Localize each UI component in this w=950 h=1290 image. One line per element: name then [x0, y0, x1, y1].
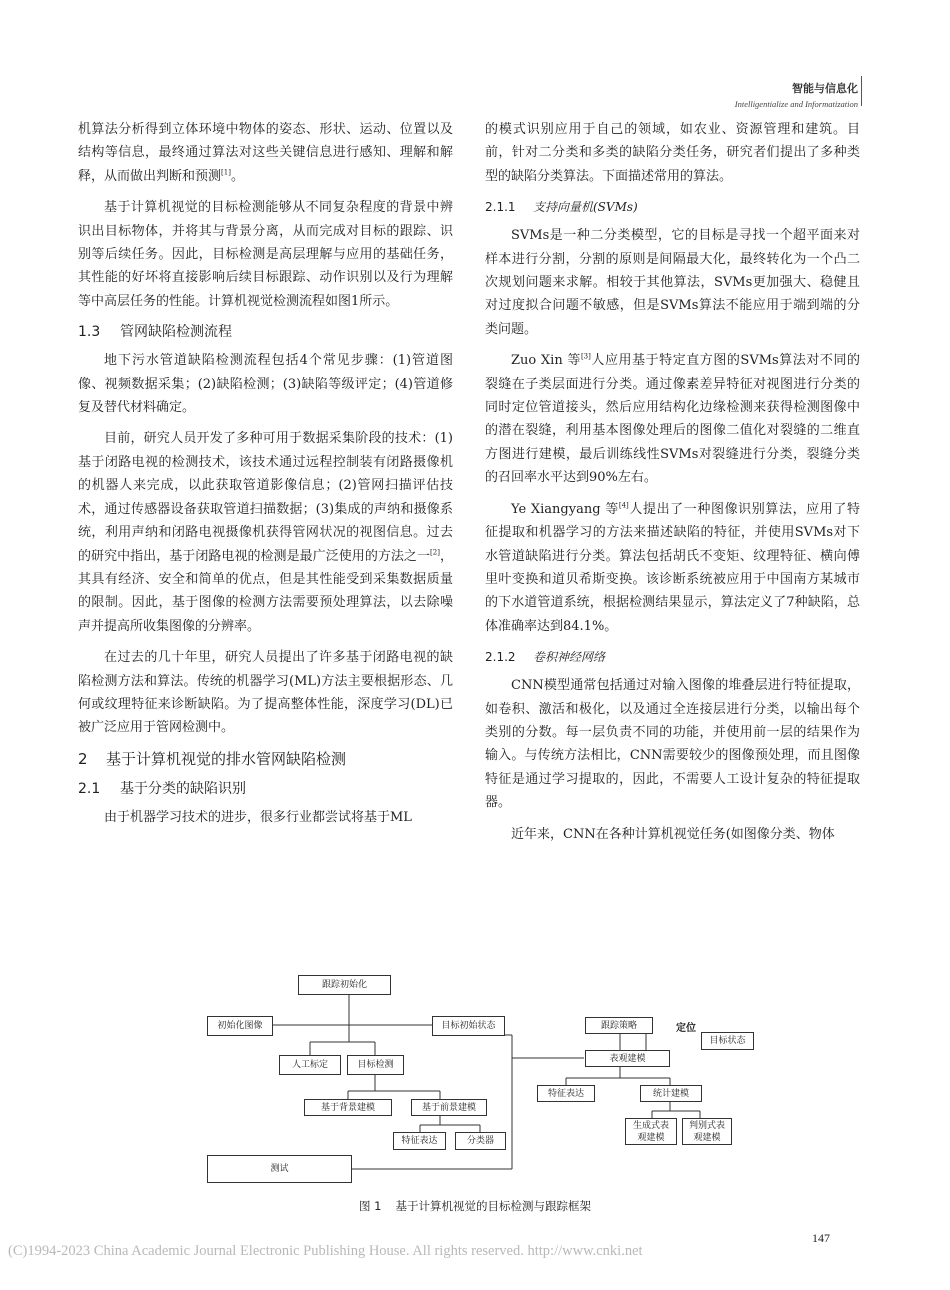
section-heading-2	[78, 748, 453, 770]
citation[interactable]: [4]	[618, 501, 629, 510]
box-classifier: 分类器	[455, 1132, 506, 1150]
citation[interactable]: [3]	[580, 352, 591, 361]
box-init-track: 跟踪初始化	[298, 975, 391, 995]
box-target-state: 目标状态	[701, 1032, 754, 1050]
caption-text: 基于计算机视觉的目标检测与跟踪框架	[395, 1199, 591, 1213]
section-title: 管网缺陷检测流程	[120, 324, 232, 341]
box-generative-model: 生成式表观建模	[625, 1118, 677, 1145]
section-title: 基于计算机视觉的排水管网缺陷检测	[106, 749, 347, 768]
section-title: 卷积神经网络	[533, 650, 606, 665]
paragraph: CNN模型通常包括通过对输入图像的堆叠层进行特征提取，如卷积、激活和极化，以及通过全连接层进行分类，以输出每个类别的分数。每一层负责不同的功能，并使用前一层的结果作为输入。与传统方法相比，CNN需要较少的图像预处理，而且图像特征是通过学习提取的，因此，不需要人工设计复杂的特征提取器。	[485, 678, 860, 811]
paragraph: 基于计算机视觉的目标检测能够从不同复杂程度的背景中辨识出目标物体，并将其与背景分离，从而完成对目标的跟踪、识别等后续任务。因此，目标检测是高层理解与应用的基础任务，其性能的好坏将直接影响后续目标跟踪、动作识别以及行为理解等中高层任务的性能。计算机视觉检测流程如图1所示。	[78, 200, 453, 309]
section-heading-2-1-2	[485, 646, 860, 668]
text: 机算法分析得到立体环境中物体的姿态、形状、运动、位置以及结构等信息，最终通过算法对这些关键信息进行感知、理解和解释，从而做出判断和预测	[78, 122, 453, 184]
section-heading-2-1-1	[485, 196, 860, 218]
paragraph	[78, 427, 453, 638]
paragraph: 近年来，CNN在各种计算机视觉任务(如图像分类、物体	[511, 826, 835, 842]
figure-1-diagram	[200, 975, 760, 1185]
text: 人提出了一种图像识别算法，应用了特征提取和机器学习的方法来描述缺陷的特征，并使用SVMs对下水管道缺陷进行分类。算法包括胡氏不变矩、纹理特征、横向傅里叶变换和道贝希斯变换。该诊断系统被应用于中国南方某城市的下水道管道系统，根据检测结果显示，算法定义了7种缺陷，总体准确率达到84.1%。	[485, 501, 860, 634]
page-number: 147	[812, 1231, 830, 1245]
box-feature-expr-right: 特征表达	[537, 1085, 595, 1102]
box-manual-label: 人工标定	[279, 1055, 341, 1075]
section-number: 1.3	[78, 324, 101, 341]
box-feature-expr-left: 特征表达	[393, 1132, 446, 1150]
label-locate: 定位	[676, 1023, 696, 1034]
text: 。	[230, 168, 244, 184]
box-fg-model: 基于前景建模	[411, 1099, 487, 1116]
caption-number: 图 1	[359, 1199, 382, 1213]
paragraph	[485, 498, 860, 638]
text: ，其具有经济、安全和简单的优点，但是其性能受到采集数据质量的限制。因此，基于图像的检测方法需要预处理算法，以去除噪声并提高所收集图像的分辨率。	[78, 548, 453, 634]
paragraph: 的模式识别应用于自己的领域，如农业、资源管理和建筑。目前，针对二分类和多类的缺陷分类任务，研究者们提出了多种类型的缺陷分类算法。下面描述常用的算法。	[485, 122, 860, 184]
right-column	[485, 118, 860, 854]
box-target-init-state: 目标初始状态	[432, 1016, 505, 1036]
citation[interactable]: [1]	[221, 168, 231, 177]
paragraph	[78, 118, 453, 188]
section-heading-1-3	[78, 321, 453, 343]
paragraph	[485, 349, 860, 489]
section-number: 2.1.1	[485, 200, 516, 215]
text: Ye Xiangyang 等	[511, 501, 619, 517]
paragraph: SVMs是一种二分类模型，它的目标是寻找一个超平面来对样本进行分割，分割的原则是间隔最大化，最终转化为一个凸二次规划问题来求解。相较于其他算法，SVMs更加强大、稳健且对过度拟合问题不敏感，但是SVMs算法不能应用于端到端的分类问题。	[485, 228, 860, 337]
box-test: 测试	[207, 1155, 352, 1183]
box-init-image: 初始化图像	[207, 1016, 273, 1036]
box-appearance-model: 表观建模	[585, 1050, 670, 1067]
section-number: 2.1.2	[485, 650, 516, 665]
box-bg-model: 基于背景建模	[304, 1099, 392, 1116]
journal-name-cn: 智能与信息化	[792, 82, 858, 95]
box-target-detect: 目标检测	[347, 1055, 404, 1075]
figure-caption	[0, 1198, 950, 1214]
paragraph: 地下污水管道缺陷检测流程包括4个常见步骤：(1)管道图像、视频数据采集；(2)缺陷检测；(3)缺陷等级评定；(4)管道修复及替代材料确定。	[78, 353, 453, 416]
journal-header	[735, 80, 858, 109]
paragraph: 在过去的几十年里，研究人员提出了许多基于闭路电视的缺陷检测方法和算法。传统的机器学习(ML)方法主要根据形态、几何或纹理特征来诊断缺陷。为了提高整体性能，深度学习(DL)已被广泛应用于管网检测中。	[78, 650, 453, 736]
section-number: 2.1	[78, 780, 101, 797]
section-title: 基于分类的缺陷识别	[120, 780, 246, 797]
left-column	[78, 118, 453, 837]
section-heading-2-1	[78, 778, 453, 800]
journal-name-en: Intelligentialize and Informatization	[734, 99, 858, 109]
header-rule	[861, 76, 862, 106]
text: Zuo Xin 等	[511, 353, 581, 369]
text: 目前，研究人员开发了多种可用于数据采集阶段的技术：(1)基于闭路电视的检测技术，该技术通过远程控制装有闭路摄像机的机器人来完成，以此获取管道影像信息；(2)管网扫描评估技术，通过传感器设备获取管道扫描数据；(3)集成的声纳和摄像系统，利用声纳和闭路电视摄像机获得管网状况的视图信息。过去的研究中指出，基于闭路电视的检测是最广泛使用的方法之一	[78, 431, 453, 564]
text: 人应用基于特定直方图的SVMs算法对不同的裂缝在子类层面进行分类。通过像素差异特征对视图进行分类的同时定位管道接头，然后应用结构化边缘检测来获得检测图像中的潜在裂缝，利用基本图像处理后的图像二值化对裂缝的二维直方图进行建模，最后训练线性SVMs对裂缝进行分类，裂缝分类的召回率水平达到90%左右。	[485, 353, 860, 486]
citation[interactable]: [2]	[430, 548, 440, 557]
section-title: 支持向量机(SVMs)	[533, 200, 638, 215]
diagram-connectors	[200, 975, 760, 1185]
paragraph: 由于机器学习技术的进步，很多行业都尝试将基于ML	[104, 809, 412, 825]
section-number: 2	[78, 749, 88, 768]
box-discriminative-model: 判别式表观建模	[682, 1118, 732, 1145]
box-track-strategy: 跟踪策略	[585, 1017, 653, 1034]
copyright-footer: (C)1994-2023 China Academic Journal Electronic Publishing House. All rights reserved. http://www.cnki.net	[8, 1243, 643, 1259]
box-stat-model: 统计建模	[640, 1085, 702, 1102]
